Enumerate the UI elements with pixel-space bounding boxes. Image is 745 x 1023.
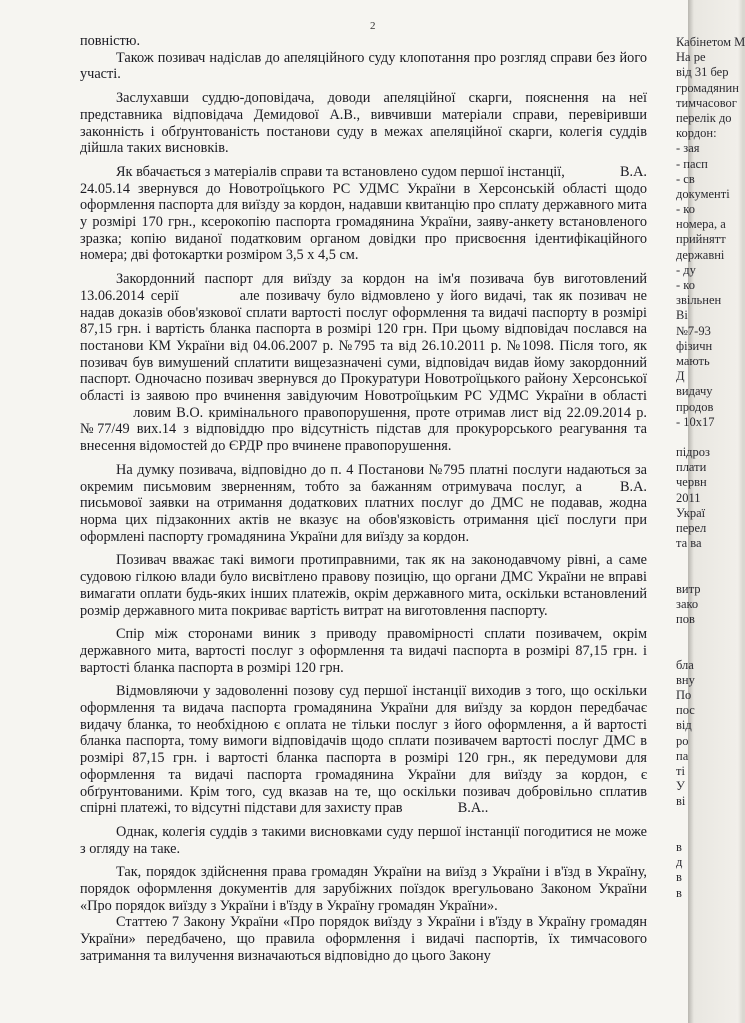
next-page-line: У [676,779,685,794]
next-page-line: пос [676,703,695,718]
next-page-line: ті [676,764,685,778]
paragraph: Заслухавши суддю-доповідача, доводи апеляційної скарги, пояснення на неї представника відповідача Демидової А.В., вивчивши матеріали справи, перевіривши законність і обґрунтованість постанови суду в межах апеляційної скарги, колегія суддів дійшла таких висновків. [80,90,647,157]
next-page-line: продов [676,399,714,414]
next-page-line: вну [676,672,695,687]
next-page-line: Кабінетом М [676,35,745,49]
paragraph-text: ловим В.О. кримінального правопорушення, проте отримав лист від 22.09.2014 р. №77/49 вих.14 з відповіддю про відсутність підстав для прокурорського реагування та внесення відомостей до ЄРДР про вчинене правопорушення. [80,404,647,455]
next-page-line: - ко [676,278,695,292]
next-page-text [676,35,745,901]
redacted-name [406,801,454,813]
next-page-edge [676,0,745,1023]
next-page-line: По [676,688,692,703]
paragraph-text: На думку позивача, відповідно до п. 4 Постанови №795 платні послуги надаються за окремим письмовим зверненням, тобто за бажанням отримувача послуг, а [80,461,647,495]
next-page-line: в [676,885,682,900]
paragraph-text: Як вбачається з матеріалів справи та встановлено судом першої інстанції, [116,163,569,180]
next-page-line: бла [676,657,694,672]
next-page-line [676,825,736,840]
next-page-line: зако [676,596,699,611]
next-page-line: від 31 бер [676,65,729,80]
redacted-name [592,480,610,492]
paragraph [80,164,647,264]
next-page-line: - зая [676,141,700,156]
next-page-line: - 10х17 [676,414,715,429]
redacted-name [80,406,128,418]
next-page-line: підроз [676,445,710,460]
next-page-line: тимчасовог [676,95,737,110]
next-page-line: перел [676,521,707,535]
paragraph: Спір між сторонами виник з приводу правомірності сплати позивачем, окрім державного мита, вартості послуг з оформлення та видачі паспорта в розмірі 87,15 грн. і вартості бланка паспорта в розмірі 120 грн. [80,626,647,676]
next-page-line [676,430,736,445]
next-page-line: д [676,855,683,870]
redacted-name [185,289,233,301]
next-page-line [676,551,736,566]
next-page-line [676,567,736,582]
next-page-line: номера, а [676,217,726,232]
next-page-line: плати [676,460,707,475]
next-page-line: червн [676,475,707,490]
next-page-line: па [676,748,689,763]
next-page-line: ро [676,733,689,748]
redacted-name [568,165,616,177]
next-page-line: в [676,839,682,854]
paragraph: Також позивач надіслав до апеляційного суду клопотання про розгляд справи без його участі. [80,49,647,83]
next-page-line: ві [676,794,686,809]
next-page-line: - пасп [676,156,708,171]
next-page-line: витр [676,581,701,596]
next-page-line: від [676,718,692,733]
paragraph [80,271,647,455]
next-page-line: прийнятт [676,232,726,247]
paragraph [80,683,647,817]
next-page-line: - ду [676,262,696,277]
next-page-line: перелік до [676,110,732,125]
next-page-line: документі [676,186,730,201]
next-page-line: 2011 [676,490,701,505]
next-page-line: Ві [676,308,688,323]
next-page-line: мають [676,353,710,368]
paragraph-text: В.А.. [454,800,489,817]
next-page-line: та ва [676,536,702,551]
next-page-line: державні [676,247,725,262]
paragraph-text: Закордонний паспорт для виїзду за кордон на ім'я позивача був виготовлений 13.06.2014 серії [80,271,647,304]
next-page-line [676,627,736,642]
paragraph-text: Відмовляючи у задоволенні позову суд першої інстанції виходив з того, що оскільки оформлення та видача паспорта громадянина України для виїзду за кордон передбачає видачу бланка, то необхідною є оплата не тільки послуг з його оформлення, а й вартості бланка паспорта, тому вимоги відповідачів щодо сплати позивачем вартості послуг ДМС в розмірі 87,15 грн. і вартості бланка паспорта в розмірі 120 грн., як передумови для оформлення та видачі паспорта громадянина України для виїзду за кордон, є обґрунтованими. Крім того, суд вказав на те, що оскільки позивач добровільно сплатив спірні платежі, то відсутні підстави для захисту прав [80,683,647,817]
next-page-line: пов [676,612,695,627]
next-page-line: - ко [676,202,695,217]
next-page-line: звільнен [676,293,722,308]
next-page-line: видачу [676,384,713,399]
next-page-line: - св [676,171,695,186]
next-page-line [676,643,736,658]
paragraph-text: але позивачу було відмовлено у його видачі, так як позивач не надав доказів обов'язкової сплати вартості послуг оформлення та видачі паспорту в розмірі 87,15 грн. і вартість бланка паспорта в розмірі 120 грн. При цьому відповідач послався на постанови КМ України від 04.06.2007 р. №795 та від 26.10.2011 р. №1098. Після того, як позивач був вимушений сплатити вищезазначені суми, відповідач видав йому закордонний паспорт. Одночасно позивач звернувся до Прокуратури Новотроїцького району Херсонської області із заявою про вчинення завідуючим Новотроїцьким РС УДМС України в області [80,287,647,405]
next-page-line: №7-93 [676,323,711,338]
next-page-line: Д [676,369,685,384]
paragraph: повністю. [80,33,141,49]
next-page-line: в [676,870,682,885]
paragraph [80,462,647,546]
next-page-line: кордон: [676,126,717,141]
next-page-line: Украї [676,505,706,520]
next-page-line: На ре [676,50,706,65]
page-number: 2 [370,20,376,32]
paragraph-text: В.А. письмової заявки на отримання додаткових платних послуг до ДМС не подавав, жодна норма цих підзаконних актів не вказує на обов'язковість отримання цієї послуги при оформлені паспорту громадянина України для виїзду за кордон. [80,478,647,545]
next-page-line [676,810,736,825]
paragraph: Статтею 7 Закону України «Про порядок виїзду з України і в'їзду в Україну громадян України» передбачено, що правила оформлення і видачі паспортів, їх тимчасового затримання та вилучення визначаються відповідно до цього Закону [80,914,647,964]
next-page-line: громадянин [676,80,739,95]
next-page-line: фізичн [676,338,713,353]
document-body [80,33,647,965]
paragraph: Позивач вважає такі вимоги протиправними, так як на законодавчому рівні, а саме судовою гілкою влади було висвітлено правову позицію, що органи ДМС України не вправі вимагати оплати будь-яких інших платежів, окрім державного мита, оскільки встановлений розмір державного мита покриває вартість витрат на виготовлення паспорту. [80,552,647,619]
paragraph-text: В.А. 24.05.14 звернувся до Новотроїцького РС УДМС України в Херсонській області щодо оформлення паспорта для виїзду за кордон, надавши квитанцію про сплату державного мита у розмірі 170 грн., ксерокопію паспорта громадянина України, заяву-анкету встановленого зразка; копію виданої податковим органом довідки про присвоєння ідентифікаційного номера; дві фотокартки розміром 3,5 х 4,5 см. [80,163,647,264]
paragraph: Однак, колегія суддів з такими висновками суду першої інстанції погодитися не може з огляду на таке. [80,823,647,857]
paragraph: Так, порядок здійснення права громадян України на виїзд з України і в'їзд в Україну, порядок оформлення документів для зарубіжних поїздок врегульовано Законом України «Про порядок виїзду з України і в'їзду в Україну громадян України». [80,864,647,914]
